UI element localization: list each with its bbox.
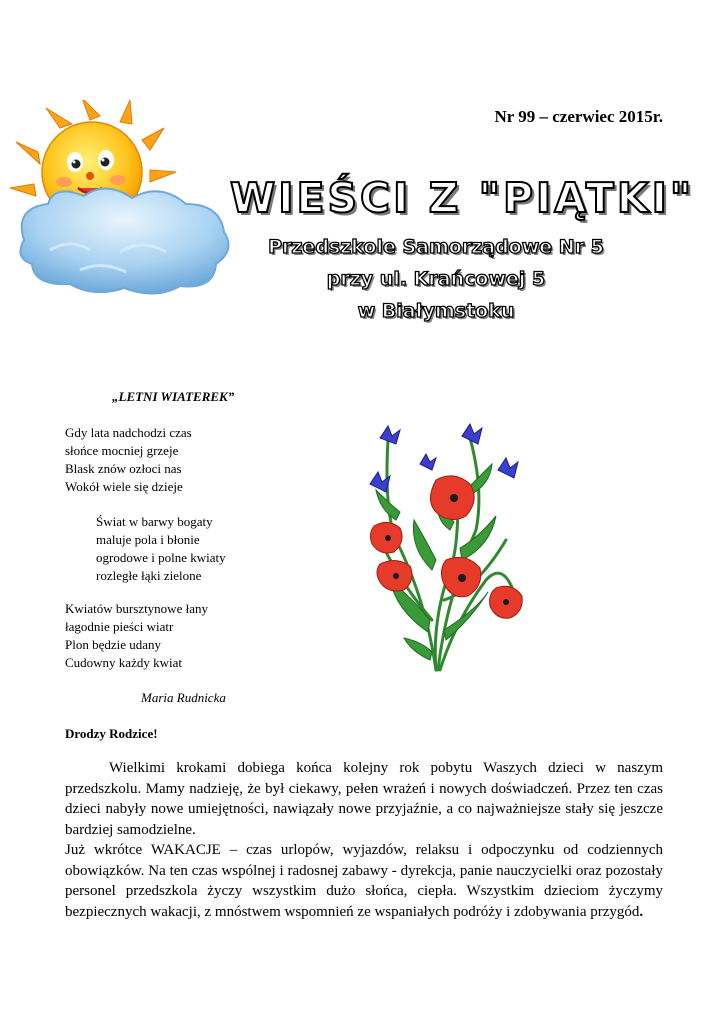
poem-line: ogrodowe i polne kwiaty: [96, 550, 226, 565]
poem-line: Blask znów ozłoci nas: [65, 461, 182, 476]
letter-paragraph-1: Wielkimi krokami dobiega końca kolejny rok pobytu Waszych dzieci w naszym przedszkolu. Mamy nadzieję, że był ciekawy, pełen wrażeń i nowych doświadczeń. Przez ten czas dzieci nabyły nowe umiejętności, nawiązały nowe przyjaźnie, a co najważniejsze stały się jeszcze bardziej samodzielne.: [65, 760, 663, 838]
flower-bouquet-icon: [366, 420, 526, 673]
letter-paragraph-2-end: .: [639, 903, 644, 920]
issue-number: Nr 99 – czerwiec 2015r.: [494, 107, 663, 126]
poem-line: maluje pola i błonie: [96, 532, 200, 547]
newsletter-title: WIEŚCI Z "PIĄTKI": [230, 174, 695, 222]
poem-line: Wokół wiele się dzieje: [65, 479, 183, 494]
poem-stanza-3: [65, 600, 208, 672]
letter-greeting: Drodzy Rodzice!: [65, 726, 158, 741]
poem-line: Cudowny każdy kwiat: [65, 655, 182, 670]
poem-stanza-1: [65, 424, 192, 496]
poem-author: Maria Rudnicka: [141, 690, 226, 705]
subtitle-line-3: w Białymstoku: [357, 300, 515, 322]
poem-title: „LETNI WIATEREK”: [112, 389, 235, 404]
sun-on-cloud-icon: [10, 100, 240, 300]
poem-line: słońce mocniej grzeje: [65, 443, 179, 458]
letter-body: [65, 758, 663, 922]
poem-stanza-2: [96, 513, 226, 585]
subtitle-line-1: Przedszkole Samorządowe Nr 5: [268, 236, 604, 258]
poem-line: łagodnie pieści wiatr: [65, 619, 174, 634]
letter-paragraph-2-text: Już wkrótce WAKACJE – czas urlopów, wyjazdów, relaksu i odpoczynku od codziennych obowiązków. Na ten czas wspólnej i radosnej zabawy - dyrekcja, panie nauczycielki oraz pozostały personel przedszkola życzy wszystkim dużo słońca, ciepła. Wszystkim dzieciom życzymy bezpiecznych wakacji, z mnóstwem wspomnień ze wspaniałych podróży i zdobywania przygód: [65, 842, 663, 920]
poem-line: Gdy lata nadchodzi czas: [65, 425, 192, 440]
poem-line: Świat w barwy bogaty: [96, 514, 213, 529]
letter-paragraph-2: [65, 840, 663, 922]
poem-line: rozległe łąki zielone: [96, 568, 202, 583]
poem-line: Plon będzie udany: [65, 637, 162, 652]
poem-line: Kwiatów bursztynowe łany: [65, 601, 208, 616]
subtitle-line-2: przy ul. Krańcowej 5: [326, 268, 546, 290]
